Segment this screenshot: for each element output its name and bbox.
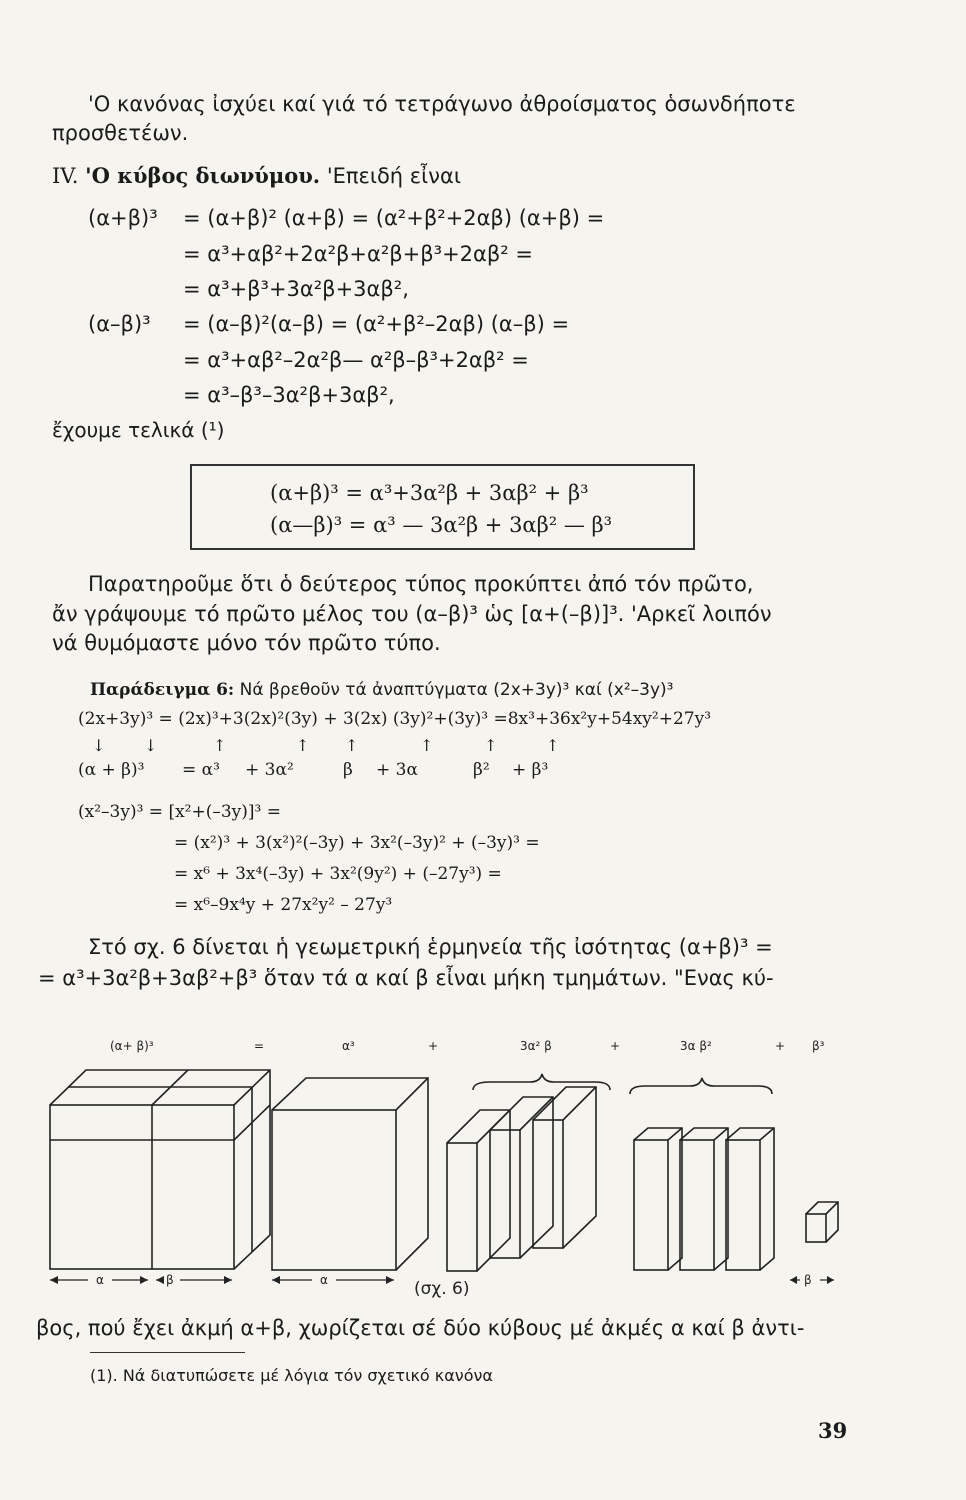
derivation-lhs-1: (α+β)³: [88, 206, 158, 230]
map-term-3: + 3α²: [245, 760, 294, 780]
fig-label-a3: α³: [342, 1039, 355, 1053]
formula-box-line-1: (α+β)³ = α³+3α²β + 3αβ² + β³: [270, 481, 589, 505]
map-term-5: + 3α: [376, 760, 418, 780]
brace-3ab2: [630, 1078, 772, 1094]
dim-a-1: α: [96, 1273, 104, 1287]
example-eq2-line-1: (x²–3y)³ = [x²+(–3y)]³ =: [78, 802, 282, 822]
slabs-3a2b: [447, 1087, 596, 1271]
continuation-text: βος, πού ἔχει ἀκμή α+β, χωρίζεται σέ δύο κύβους μέ ἀκμές α καί β ἀντι-: [36, 1316, 805, 1340]
arrow-5: ↑: [345, 736, 359, 755]
map-term-4: β: [343, 760, 353, 780]
footnote-rule: [90, 1352, 245, 1353]
section-label: IV.: [52, 164, 79, 188]
note-line-1: Παρατηροῦμε ὅτι ὁ δεύτερος τύπος προκύπτει ἀπό τόν πρῶτο,: [88, 572, 754, 596]
note-line-2: ἄν γράψουμε τό πρῶτο μέλος του (α–β)³ ὡς [α+(–β)]³. 'Αρκεῖ λοιπόν: [52, 602, 772, 626]
arrow-3: ↑: [213, 736, 227, 755]
fig-label-a-plus-b-cubed: (α+ β)³: [110, 1039, 154, 1053]
figure-6: [0, 1030, 966, 1310]
arrow-4: ↑: [296, 736, 310, 755]
example-label: Παράδειγμα 6:: [90, 680, 235, 700]
page-number: 39: [818, 1418, 848, 1443]
dim-a-2: α: [320, 1273, 328, 1287]
map-term-6: β²: [473, 760, 490, 780]
intro-line-2: προσθετέων.: [52, 121, 189, 145]
finally-text: ἔχουμε τελικά (¹): [52, 418, 225, 442]
columns-3ab2: [634, 1128, 774, 1270]
formula-box-line-2: (α—β)³ = α³ — 3α²β + 3αβ² — β³: [270, 513, 613, 537]
derivation-lhs-4: (α–β)³: [88, 312, 151, 336]
arrow-6: ↑: [420, 736, 434, 755]
fig-label-plus-1: +: [428, 1039, 439, 1053]
map-term-7: + β³: [512, 760, 549, 780]
fig-label-b3: β³: [812, 1039, 825, 1053]
arrow-2: ↓: [144, 736, 158, 755]
section-text: 'Επειδή εἶναι: [326, 164, 461, 188]
arrow-1: ↓: [92, 736, 106, 755]
derivation-rhs-1: = (α+β)² (α+β) = (α²+β²+2αβ) (α+β) =: [183, 206, 605, 230]
example-heading: [90, 680, 673, 700]
formula-box: [190, 464, 695, 550]
figure-text-line-1: Στό σχ. 6 δίνεται ἡ γεωμετρική ἑρμηνεία τῆς ἰσότητας (α+β)³ =: [88, 935, 773, 959]
fig-label-3ab2: 3α β²: [680, 1039, 712, 1053]
example-eq2-line-2: = (x²)³ + 3(x²)²(–3y) + 3x²(–3y)² + (–3y)³ =: [174, 833, 540, 853]
dim-b-2: β: [804, 1273, 812, 1287]
footnote: (1). Νά διατυπώσετε μέ λόγια τόν σχετικό κανόνα: [90, 1366, 493, 1385]
fig-label-equals: =: [254, 1039, 265, 1053]
cube-b3: [806, 1202, 838, 1242]
cube-a-plus-b: [50, 1070, 270, 1269]
map-term-2: = α³: [182, 760, 220, 780]
example-eq2-line-4: = x⁶–9x⁴y + 27x²y² – 27y³: [174, 895, 393, 915]
fig-label-plus-2: +: [610, 1039, 621, 1053]
section-title: 'Ο κύβος διωνύμου.: [85, 163, 321, 188]
fig-label-3a2b: 3α² β: [520, 1039, 552, 1053]
map-term-1: (α + β)³: [78, 760, 145, 780]
section-heading: [52, 163, 461, 188]
note-line-3: νά θυμόμαστε μόνο τόν πρῶτο τύπο.: [52, 631, 441, 655]
example-eq1: (2x+3y)³ = (2x)³+3(2x)²(3y) + 3(2x) (3y)²+(3y)³ =8x³+36x²y+54xy²+27y³: [78, 709, 712, 729]
dim-b-1: β: [166, 1273, 174, 1287]
example-eq2-line-3: = x⁶ + 3x⁴(–3y) + 3x²(9y²) + (–27y³) =: [174, 864, 502, 884]
example-text: Νά βρεθοῦν τά ἀναπτύγματα (2x+3y)³ καί (x²–3y)³: [239, 680, 674, 700]
cube-a3: [272, 1078, 428, 1270]
derivation-rhs-2: = α³+αβ²+2α²β+α²β+β³+2αβ² =: [183, 242, 533, 266]
derivation-rhs-3: = α³+β³+3α²β+3αβ²,: [183, 277, 409, 301]
derivation-rhs-4: = (α–β)²(α–β) = (α²+β²–2αβ) (α–β) =: [183, 312, 570, 336]
fig-label-plus-3: +: [775, 1039, 786, 1053]
figure-text-line-2: = α³+3α²β+3αβ²+β³ ὅταν τά α καί β εἶναι μήκη τμημάτων. "Ενας κύ-: [38, 966, 774, 990]
figure-caption: (σχ. 6): [414, 1279, 470, 1299]
intro-line-1: 'Ο κανόνας ἰσχύει καί γιά τό τετράγωνο ἀθροίσματος ὁσωνδήποτε: [88, 92, 796, 116]
arrow-7: ↑: [484, 736, 498, 755]
derivation-rhs-6: = α³–β³–3α²β+3αβ²,: [183, 383, 395, 407]
arrow-8: ↑: [546, 736, 560, 755]
derivation-rhs-5: = α³+αβ²–2α²β— α²β–β³+2αβ² =: [183, 348, 529, 372]
